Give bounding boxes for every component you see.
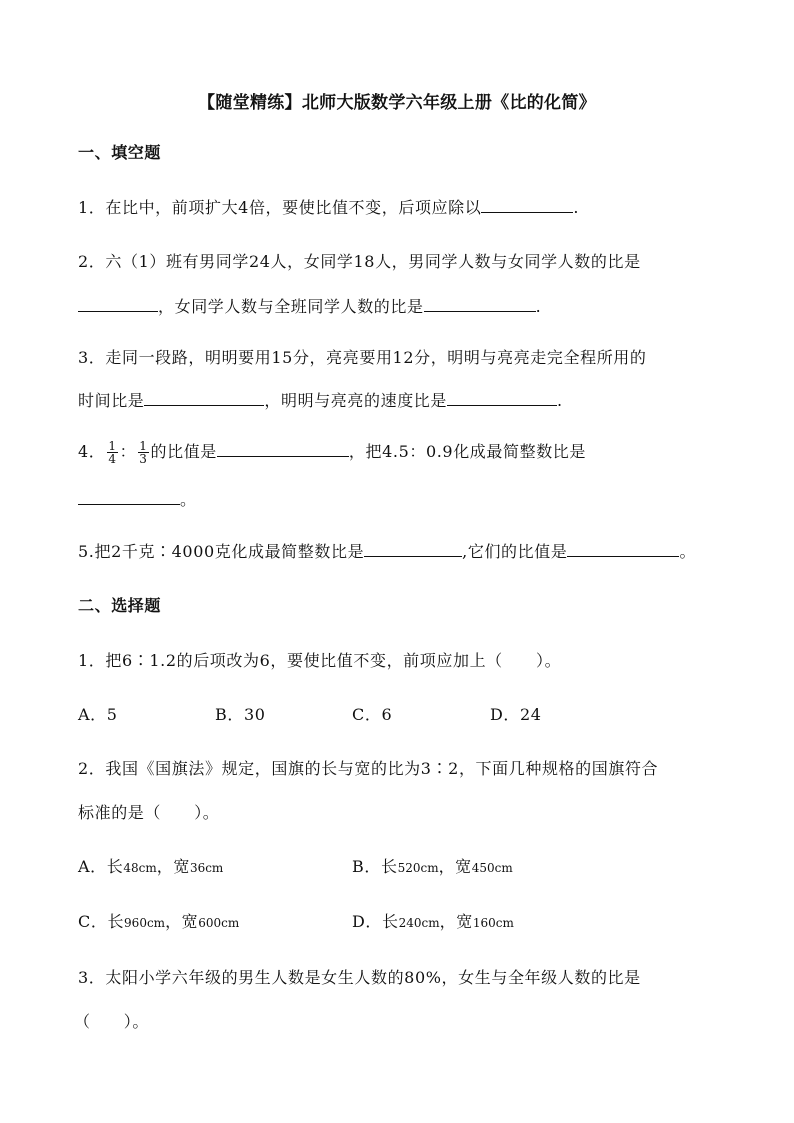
answer-blank[interactable] (567, 540, 679, 557)
fraction-one-quarter: $\frac{1}{4}$ (108, 439, 117, 466)
answer-blank[interactable] (217, 440, 349, 457)
question-1-2-line1: 2．六（1）班有男同学24人，女同学18人，男同学人数与女同学人数的比是 (78, 252, 641, 271)
option-c[interactable]: C．长960cm，宽600cm (78, 912, 240, 931)
option-a[interactable]: A．5 (78, 705, 118, 724)
section-heading-fill-in: 一、填空题 (78, 143, 162, 162)
question-end: . (557, 391, 563, 410)
option-d[interactable]: D．长240cm，宽160cm (352, 912, 514, 931)
option-c[interactable]: C．6 (352, 705, 393, 724)
option-a[interactable]: A．长48cm，宽36cm (78, 857, 224, 876)
question-1-4-line2 (78, 488, 197, 512)
answer-blank[interactable] (78, 295, 158, 312)
question-text: 5.把2千克∶4000克化成最简整数比是 (78, 542, 365, 561)
answer-blank[interactable] (424, 295, 536, 312)
answer-blank[interactable] (364, 540, 462, 557)
answer-blank[interactable] (481, 196, 573, 213)
answer-blank[interactable] (144, 389, 264, 406)
option-b[interactable]: B．30 (215, 705, 266, 724)
question-text: 的比值是 (150, 442, 217, 461)
page-title: 【随堂精练】北师大版数学六年级上册《比的化简》 (198, 93, 596, 113)
question-1-2-line2 (78, 295, 541, 319)
question-1-3-line2 (78, 389, 563, 413)
question-1-4-line1 (78, 440, 586, 465)
question-2-2-line2: 标准的是（ ）。 (78, 803, 220, 822)
question-end: 。 (180, 490, 197, 509)
question-2-3-line2: （ ）。 (74, 1012, 150, 1031)
question-end: 。 (679, 542, 697, 561)
option-b[interactable]: B．长520cm，宽450cm (352, 857, 513, 876)
question-text: 时间比是 (78, 391, 145, 410)
question-text: ，把4.5：0.9化成最简整数比是 (348, 442, 586, 461)
question-1-1 (78, 196, 579, 220)
fraction-one-third: $\frac{1}{3}$ (139, 439, 148, 466)
question-1-5 (78, 540, 696, 564)
question-2-3-line1: 3．太阳小学六年级的男生人数是女生人数的80%，女生与全年级人数的比是 (78, 968, 641, 987)
question-text: ，女同学人数与全班同学人数的比是 (158, 297, 424, 316)
question-number: 4． (78, 442, 106, 461)
question-text: ，明明与亮亮的速度比是 (264, 391, 448, 410)
question-end: . (535, 297, 542, 316)
question-end: . (573, 198, 580, 217)
question-text: ,它们的比值是 (462, 542, 568, 561)
option-d[interactable]: D．24 (490, 705, 542, 724)
question-2-2-line1: 2．我国《国旗法》规定，国旗的长与宽的比为3∶2，下面几种规格的国旗符合 (78, 759, 659, 778)
answer-blank[interactable] (447, 389, 557, 406)
answer-blank[interactable] (78, 488, 180, 505)
section-heading-multiple-choice: 二、选择题 (78, 596, 162, 615)
ratio-colon: ： (119, 442, 137, 461)
question-text: 1．在比中，前项扩大4倍，要使比值不变，后项应除以 (78, 198, 482, 217)
question-1-3-line1: 3．走同一段路，明明要用15分，亮亮要用12分，明明与亮亮走完全程所用的 (78, 348, 647, 367)
question-2-1: 1．把6∶1.2的后项改为6，要使比值不变，前项应加上（ ）。 (78, 651, 562, 670)
